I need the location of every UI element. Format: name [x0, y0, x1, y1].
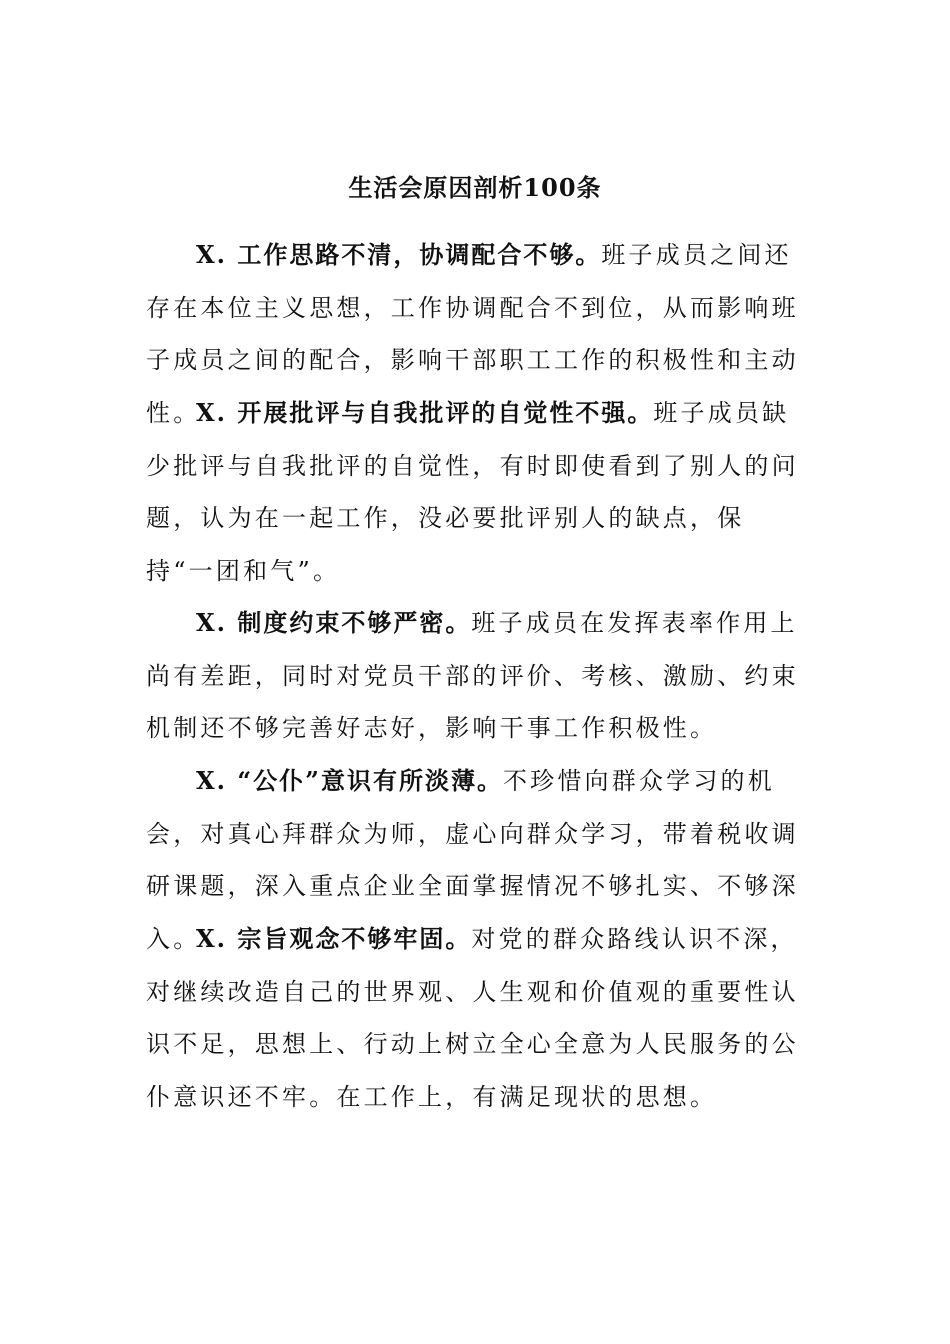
- document-title: 生活会原因剖析100条: [348, 173, 602, 202]
- paragraph-4-heading: X. “公仆”意识有所淡薄。: [196, 766, 503, 795]
- paragraph-5-body: 对党的群众路线认识不深，对继续改造自己的世界观、人生观和价值观的重要性认识不足，思想上、行动上树立全心全意为人民服务的公仆意识还不牢。在工作上，有满足现状的思想。: [146, 925, 799, 1111]
- paragraph-2: [146, 387, 806, 597]
- paragraph-1-heading: X. 工作思路不清，协调配合不够。: [196, 240, 602, 269]
- paragraph-2-body: 班子成员缺少批评与自我批评的自觉性，有时即使看到了别人的问题，认为在一起工作，没必要批评别人的缺点，保持“一团和气”。: [146, 399, 799, 585]
- paragraph-3-body: 班子成员在发挥表率作用上尚有差距，同时对党员干部的评价、考核、激励、约束机制还不够完善好志好，影响干事工作积极性。: [146, 609, 799, 742]
- paragraph-5-heading: X. 宗旨观念不够牢固。: [196, 924, 472, 953]
- paragraph-3-heading: X. 制度约束不够严密。: [196, 608, 472, 637]
- paragraph-1-body: 班子成员之间还存在本位主义思想，工作协调配合不到位，从而影响班子成员之间的配合，影响干部职工工作的积极性和主动性。: [146, 241, 799, 427]
- paragraph-3: [146, 597, 806, 755]
- paragraph-5: [146, 913, 806, 1123]
- paragraph-4-body: 不珍惜向群众学习的机会，对真心拜群众为师，虚心向群众学习，带着税收调研课题，深入重点企业全面掌握情况不够扎实、不够深入。: [146, 767, 799, 953]
- paragraph-2-heading: X. 开展批评与自我批评的自觉性不强。: [196, 398, 654, 427]
